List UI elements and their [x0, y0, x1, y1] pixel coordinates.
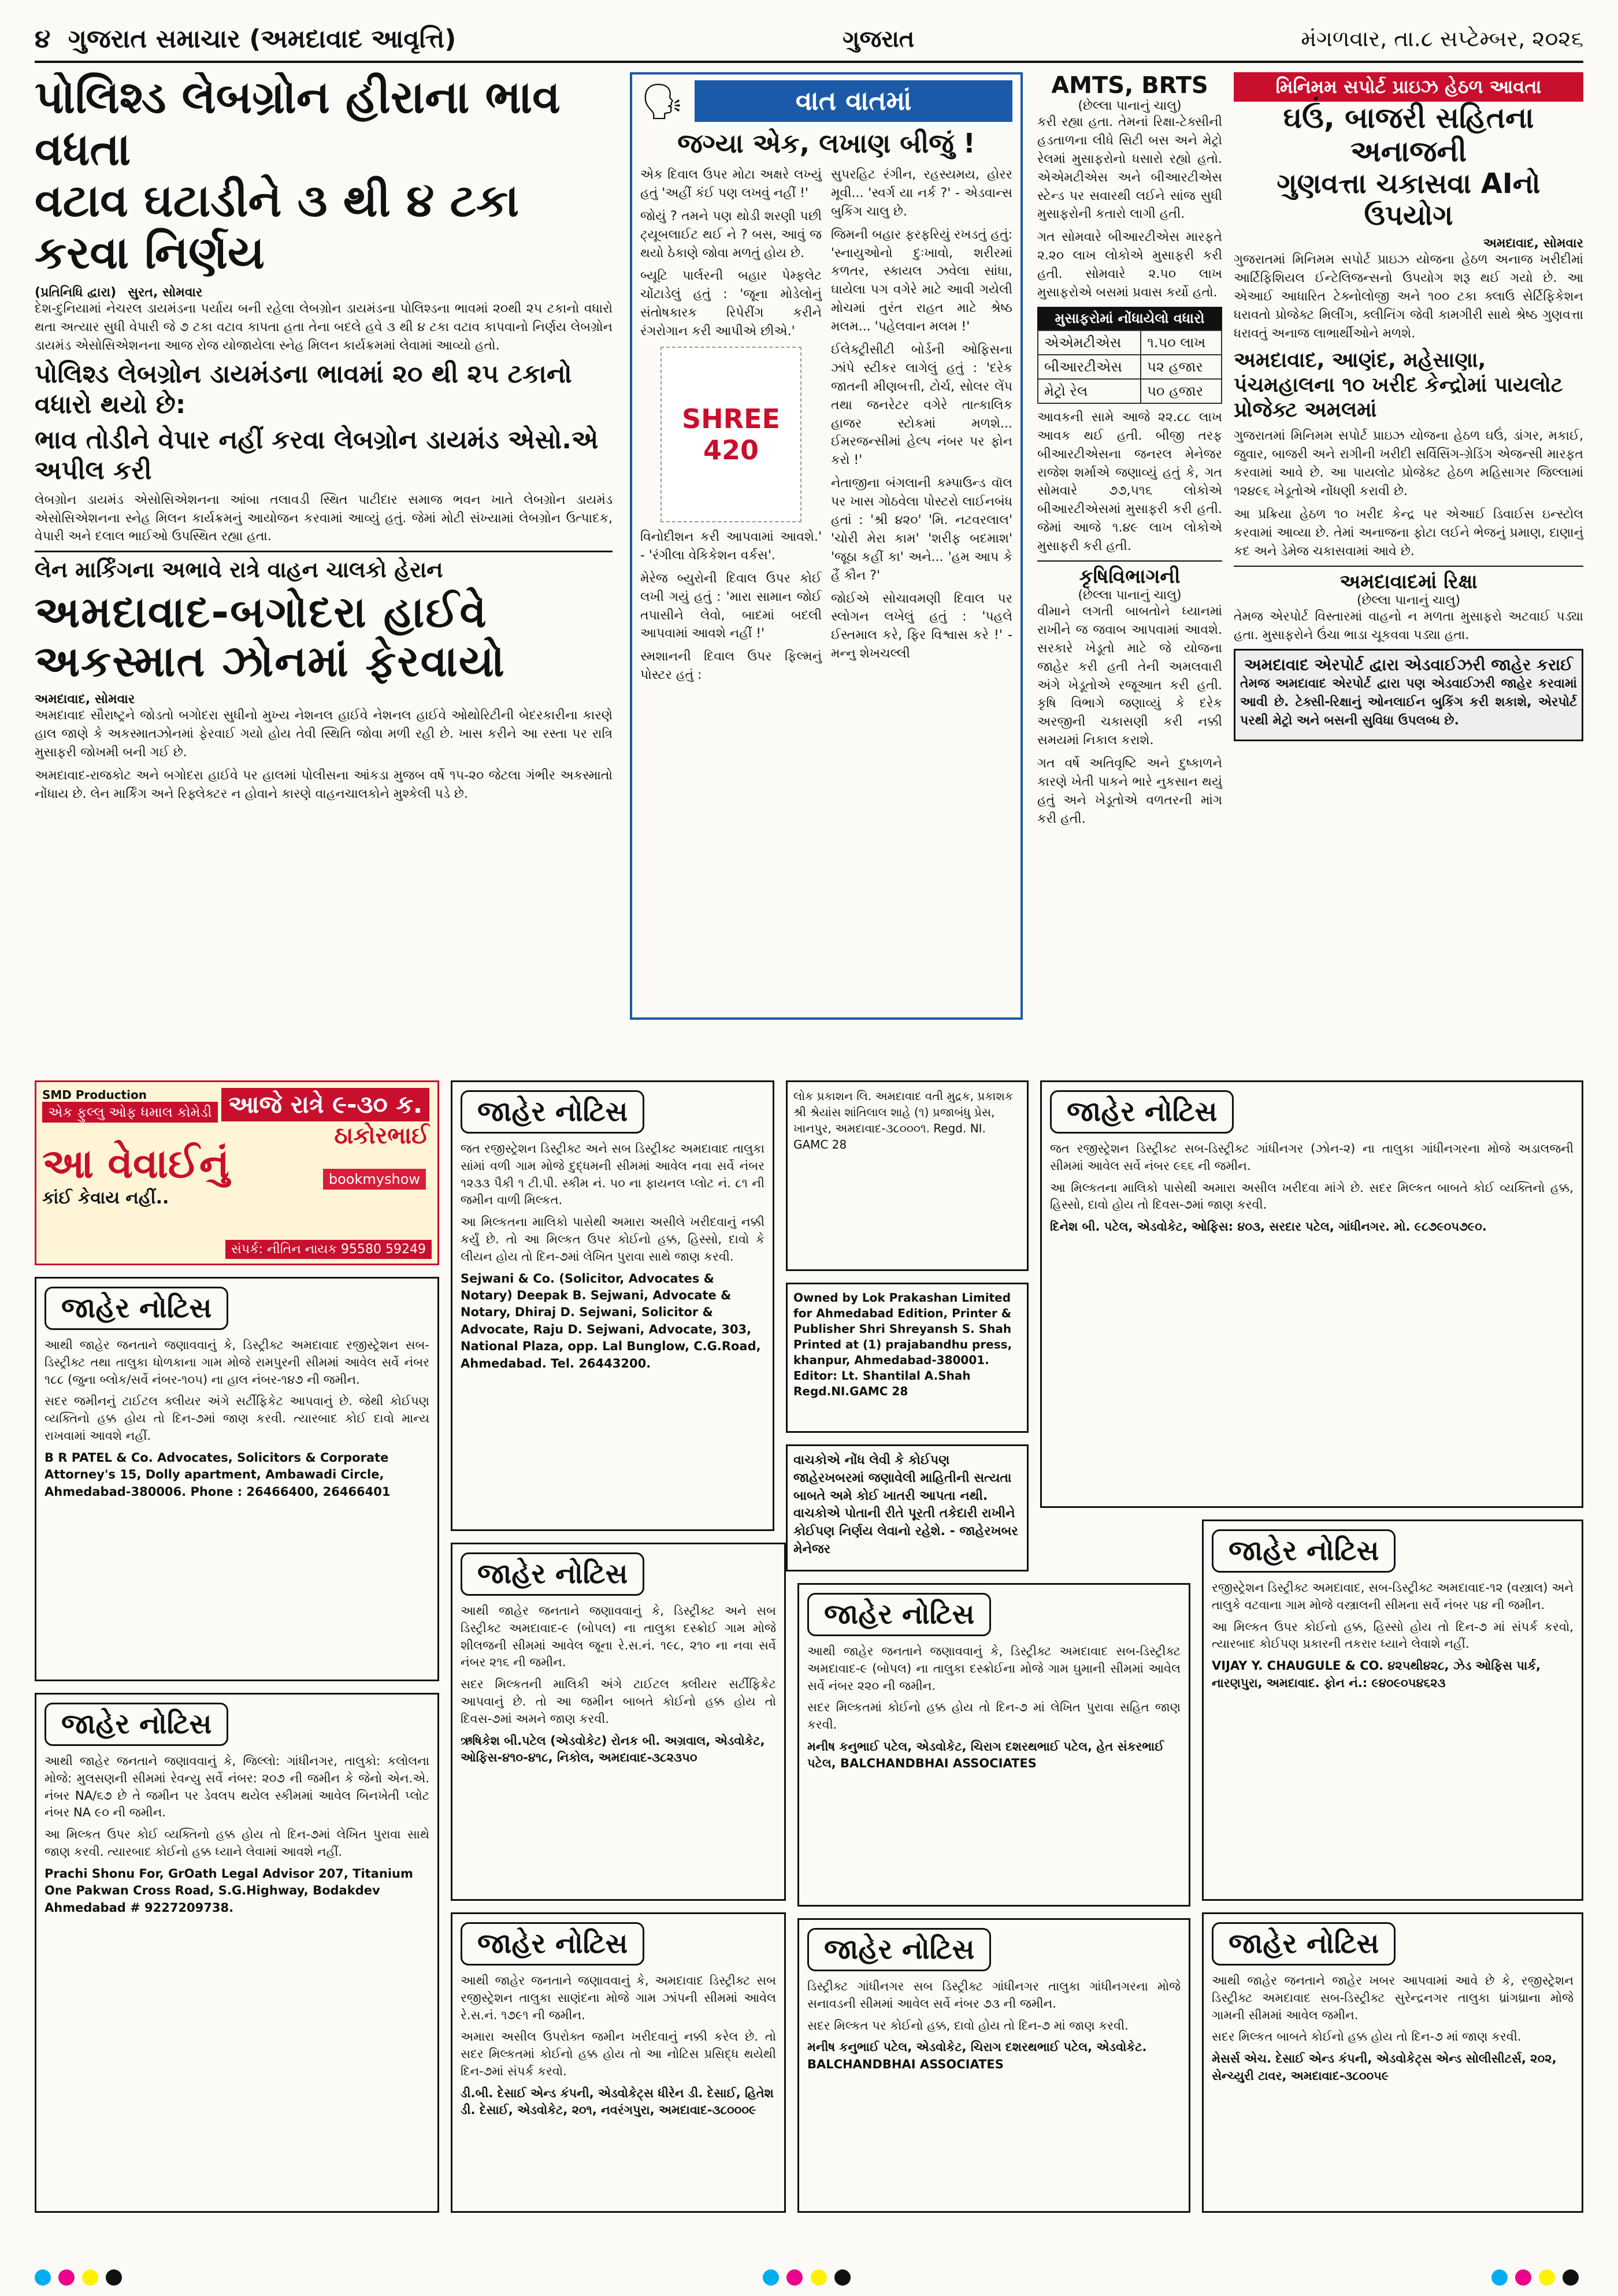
vaat-para-3: બ્યૂટિ પાર્લરની બહાર પેમ્ફલેટ ચોંટાડેલું હતું : 'જૂના મોડેલોનું સંતોષકારક રિપેરીંગ કરીને રંગરોગાન કરી આપીએ છીએ.': [640, 269, 822, 339]
vaat-header: [640, 80, 1012, 122]
section-name: ગુજરાત: [843, 25, 915, 53]
vaat-right-3: ઈલેક્ટ્રીસીટી બોર્ડની ઓફિસના ઝાંપે સ્ટીકર લાગેલું હતું : 'દરેક જાતની મીણબત્તી, ટોર્ચ, સોલર લેંપ તથા જનરેટર વગેરે તાત્કાલિક હાજર સ્ટોકમાં મળશે... ઈમરજન્સીમાં હેલ્પ નંબર પર ફોન કરો !': [831, 343, 1012, 468]
vaat-right-col: [831, 166, 1012, 689]
grain-para-2: ગુજરાતમાં મિનિમમ સપોર્ટ પ્રાઇઝ યોજના હેઠળ ઘઉં, ડાંગર, મકાઈ, જુવાર, બાજરી અને રાગીની ખરીદી સર્વિસિંગ-ગ્રેડિંગ એજન્સી મારફત કરવામાં આવે છે. આ પાયલોટ પ્રોજેક્ટ હેઠળ મહિસાગર જિલ્લામાં ૧૨૪૯૬ ખેડૂતોએ નોંધણી કરાવી છે.: [1234, 429, 1583, 499]
notice-signer: Sejwani & Co. (Solicitor, Advocates & Notary) Deepak B. Sejwani, Advocate & Notary, Dhiraj D. Sejwani, Solicitor & Advocate, Raju D. Sejwani, Advocate, 303, National Plaza, opp. Lal Bunglow, C.G.Road, Ahmedabad. Tel. 26443200.: [461, 1271, 761, 1370]
lead-sub-1: પોલિશ્ડ લેબગ્રોન ડાયમંડના ભાવમાં ૨૦ થી ૨૫ ટકાનો વધારો થયો છે:: [35, 359, 572, 420]
krushi-headline: કૃષિવિભાગની: [1037, 560, 1222, 588]
notice-signer: B R PATEL & Co. Advocates, Solicitors & Corporate Attorney's 15, Dolly apartment, Ambawadi Circle, Ahmedabad-380006. Phone : 26466400, 26466401: [44, 1450, 391, 1499]
issue-date: મંગળવાર, તા.૮ સપ્ટેમ્બર, ૨૦૨૬: [1301, 26, 1583, 51]
notice-title: જાહેર નોટિસ: [44, 1703, 228, 1746]
vaat-columns: [640, 166, 1012, 689]
drama-ad: [35, 1080, 439, 1265]
ad-venue: ઠાકોરભાઈ: [334, 1123, 429, 1149]
riksha-box-title: અમદાવાદ એરપોર્ટ દ્વારા એડવાઈઝરી જાહેર કરાઈ: [1244, 655, 1573, 675]
notice-para: ડિસ્ટ્રીક્ટ ગાંધીનગર સબ ડિસ્ટ્રીક્ટ ગાંધીનગર તાલુકા ગાંધીનગરના મોજે સનાવડની સીમમાં આવેલ સર્વે નંબર ૭૩ ની જમીન.: [807, 1979, 1181, 2011]
cyan-dot: [35, 2269, 51, 2286]
cyan-dot: [1491, 2269, 1508, 2286]
magenta-dot: [1515, 2269, 1531, 2286]
paper-name: ગુજરાત સમાચાર (અમદાવાદ આવૃત્તિ): [68, 24, 457, 54]
amts-para-3: આવકની સામે આજે ૨૨.૮૮ લાખ આવક થઈ હતી. બીજી તરફ બીઆરટીએસના જનરલ મેનેજર રાજેશ શર્માએ જણાવ્યું હતું કે, ગત સોમવારે ૭૭,૫૧૬ લોકોએ બીઆરટીએસમાં મુસાફરી કરી હતી. જેમાં આજે ૧.૪૯ લાખ લોકોએ મુસાફરી કરી હતી.: [1037, 410, 1222, 554]
notice-para: રજીસ્ટ્રેશન ડિસ્ટ્રીક્ટ અમદાવાદ, સબ-ડિસ્ટ્રીક્ટ અમદાવાદ-૧૨ (વસ્ત્રાલ) અને તાલુકે વટવાના ગામ મોજે વસ્ત્રાલની સીમના સર્વે નંબર ૫૪ ની જમીન.: [1212, 1581, 1574, 1612]
notice-para: સદર મિલ્કતમાં કોઈનો હક્ક હોય તો દિન-૭ માં લેખિત પુરાવા સહિત જાણ કરવી.: [807, 1700, 1181, 1732]
notice-signer: ડી.બી. દેસાઈ એન્ડ કંપની, એડવોકેટ્સ ધીરેન ડી. દેસાઈ, હિતેશ ડી. દેસાઈ, એડવોકેટ, ૨૦૧, નવરંગપુરા, અમદાવાદ-૩૮૦૦૦૯: [461, 2086, 774, 2117]
lead-sub-2: ભાવ તોડીને વેપાર નહીં કરવા લેબગ્રોન ડાયમંડ એસો.એ અપીલ કરી: [35, 425, 599, 485]
masthead: [35, 17, 1583, 63]
table-cell: ૫૦ હજાર: [1141, 379, 1222, 403]
notice-title: જાહેર નોટિસ: [807, 1593, 991, 1636]
notice-1: [451, 1080, 774, 1531]
vaat-para-2: જોયું ? તમને પણ થોડી શરણી પછી ટ્યૂબલાઈટ થઈ ને ? બસ, આવું જ થયો ઠેકાણે જોવા મળતું હોય છે.: [640, 209, 822, 261]
ad-time: આજે રાત્રે ૯-૩૦ ક.: [221, 1088, 429, 1121]
ad-contact: સંપર્ક: નીતિન નાયક 95580 59249: [225, 1240, 432, 1259]
print-line-guj: લોક પ્રકાશન લિ. અમદાવાદ વતી મુદ્રક, પ્રકાશક શ્રી શ્રેયાંસ શાંતિલાલ શાહે (૧) પ્રજાબંધુ પ્રેસ, ખાનપુર, અમદાવાદ-૩૮૦૦૦૧. Regd. NI. GAMC 28: [786, 1080, 1029, 1271]
amts-para-1: કરી રહ્યા હતા. તેમનાં રિક્ષા-ટેક્સીની હડતાળના લીધે સિટી બસ અને મેટ્રો રેલમાં મુસાફરોનો ધસારો રહ્યો હતો. એએમટીએસ અને બીઆરટીએસ સ્ટેન્ડ પર સવારથી લઈને સાંજ સુધી મુસાફરોની કતારો લાગી હતી.: [1037, 115, 1222, 222]
notice-8: [797, 1918, 1190, 2213]
table-cell: બીઆરટીએસ: [1038, 355, 1141, 379]
yellow-dot: [82, 2269, 98, 2286]
grain-sub: અમદાવાદ, આણંદ, મહેસાણા, પંચમહાલના ૧૦ ખરીદ કેન્દ્રોમાં પાયલોટ પ્રોજેક્ટ અમલમાં: [1234, 348, 1563, 422]
table-row: [1038, 379, 1222, 403]
page-number: ૪: [35, 24, 51, 54]
lead-dateline: સુરત, સોમવાર: [128, 285, 203, 300]
notice-signer: ઋષિકેશ બી.પટેલ (એડવોકેટ) રોનક બી. અગ્રવાલ, એડવોકેટ, ઓફિસ-૪૧૦-૪૧૮, નિકોલ, અમદાવાદ-૩૮૨૩૫૦: [461, 1733, 765, 1765]
notice-para: આથી જાહેર જનતાને જણાવવાનું કે, અમદાવાદ ડિસ્ટ્રીક્ટ સબ રજીસ્ટ્રેશન તાલુકા સાણંદના મોજે ગામ ઝાંપની સીમમાં આવેલ રે.સ.નં. ૧૭૯૧ ની જમીન.: [461, 1974, 776, 2022]
color-dots: [1491, 2269, 1583, 2289]
notice-title: જાહેર નોટિસ: [807, 1928, 991, 1971]
notice-5: [451, 1912, 786, 2213]
magenta-dot: [58, 2269, 75, 2286]
notice-9: [797, 1583, 1190, 1907]
notice-para: આ મિલ્કત ઉપર કોઈનો હક્ક, હિસ્સો હોય તો દિન-૭ માં સંપર્ક કરવો, ત્યારબાદ કોઈપણ પ્રકારની તકરાર ધ્યાને લેવાશે નહીં.: [1212, 1619, 1574, 1651]
krushi-cont: (છેલ્લા પાનાનું ચાલુ): [1078, 588, 1182, 603]
notice-para: સદર મિલ્કત બાબતે કોઈનો હક્ક હોય તો દિન-૭ માં જાણ કરવી.: [1212, 2030, 1521, 2044]
amts-table: [1037, 330, 1222, 404]
notice-signer: મનીષ કનુભાઈ પટેલ, એડવોકેટ, ચિરાગ દશરથભાઈ પટેલ, એડવોકેટ. BALCHANDBHAI ASSOCIATES: [807, 2040, 1147, 2071]
notice-2: [35, 1277, 439, 1681]
speech-icon: 🗣: [640, 81, 685, 122]
notice-title: જાહેર નોટિસ: [44, 1287, 228, 1330]
yellow-dot: [1539, 2269, 1555, 2286]
color-dots: [763, 2269, 855, 2289]
table-cell: મેટ્રો રેલ: [1038, 379, 1141, 403]
disclaimer: વાચકોએ નોંધ લેવી કે કોઈપણ જાહેરખબરમાં જણાવેલી માહિતીની સત્યતા બાબતે અમે કોઈ ખાતરી આપતા નથી. વાચકોએ પોતાની રીતે પૂરતી તકેદારી રાખીને કોઈપણ નિર્ણય લેવાનો રહેશે. - જાહેરખબર મેનેજર: [786, 1444, 1029, 1571]
lead-para-1: દેશ-દુનિયામાં નેચરલ ડાયમંડના પર્યાય બની રહેલા લેબગ્રોન ડાયમંડના પોલિશ્ડના ભાવમાં ૨૦થી ૨૫ ટકાનો વધારો થતા અત્યાર સુધી વેપારી જે ૭ ટકા વટાવ કાપતા હતા તેના બદલે હવે ૩ થી ૪ ટકા વટાવ કાપવાનો નિર્ણય લેબગ્રોન ડાયમંડ એસોસિએશનના આજ રોજ યોજાયેલા સ્નેહ મિલન કાર્યક્રમમાં લેવામાં આવ્યો હતો.: [35, 301, 613, 353]
lead-byline-row: [35, 285, 613, 300]
amts-headline: AMTS, BRTS: [1051, 72, 1208, 99]
registration-marks: [35, 2269, 1583, 2289]
notice-para: આથી જાહેર જનતાને જણાવવાનું કે, ડિસ્ટ્રીક્ટ અને સબ ડિસ્ટ્રીક્ટ અમદાવાદ-૯ (બોપલ) ના તાલુકા દસ્ક્રોઈ ગામ મોજે શીલજની સીમમાં આવેલ જૂના રે.સ.નં. ૧૯૮, ૨૧૦ ના નવા સર્વે નંબર ૨૧૬ ની જમીન.: [461, 1604, 776, 1670]
notice-para: સદર મિલ્કત પર કોઈનો હક્ક, દાવો હોય તો દિન-૭ માં જાણ કરવી.: [807, 2018, 1129, 2033]
highway-dateline: અમદાવાદ, સોમવાર: [35, 692, 135, 707]
black-dot: [1563, 2269, 1579, 2286]
cyan-dot: [763, 2269, 779, 2286]
notice-7: [1202, 1519, 1583, 1901]
notice-para: જત રજીસ્ટ્રેશન ડિસ્ટ્રીક્ટ અને સબ ડિસ્ટ્રીક્ટ અમદાવાદ તાલુકા સાંમાં વળી ગામ મોજે દુદ્ધમની સીમમાં આવેલ નવા સર્વે નંબર ૧૨૩૩ પૈકી ૧ ટી.પી. સ્કીમ નં. ૫૦ ના ફાયનલ પ્લોટ નં. ૮૧ ની જમીન વાળી મિલ્કત.: [461, 1142, 765, 1208]
table-cell: એએમટીએસ: [1038, 330, 1141, 355]
vaat-para-4: વિનોદીશન કરી આપવામાં આવશે.' - 'રંગીલા વેકિકેશન વર્કસ'.: [640, 530, 822, 563]
notice-6: [1040, 1080, 1583, 1508]
table-cell: ૫૨ હજાર: [1141, 355, 1222, 379]
lead-story: [35, 72, 613, 1054]
notice-signer: VIJAY Y. CHAUGULE & CO. ૪૨૫થી૪૨૮, ઝેડ ઓફિસ પાર્ક, નારણપુરા, અમદાવાદ. ફોન નં.: ૯૪૦૯૦૫૪૬૨૩: [1212, 1659, 1541, 1690]
ad-subtitle: કાંઈ કેવાય નહીં..: [42, 1188, 169, 1208]
grain-para-3: આ પ્રક્રિયા હેઠળ ૧૦ ખરીદ કેન્દ્ર પર એઆઈ ડિવાઈસ ઇન્સ્ટોલ કરવામાં આવ્યા છે. તેમાં અનાજના ફોટા લઈને ભેજનું પ્રમાણ, દાણાનું કદ અને ડેમેજ ચકાસવામાં આવે છે.: [1234, 507, 1583, 559]
highway-headline-1: અમદાવાદ-બગોદરા હાઈવે: [35, 587, 488, 637]
grain-para-1: ગુજરાતમાં મિનિમમ સપોર્ટ પ્રાઇઝ યોજના હેઠળ અનાજ ખરીદીમાં આર્ટિફિશિયલ ઈન્ટેલિજન્સનો ઉપયોગ શરૂ થઈ ગયો છે. આ એઆઈ આધારિત ટેક્નોલોજી અને ૧૦૦ ટકા ક્લાઉ સેર્ટિફિકેશન ધરાવતો પ્રોજેક્ટ મિલીંગ, ક્લીનિંગ જેવી કામગીરી સાથે શ્રેષ્ઠ ગુણવત્તા ધરાવતું અનાજ લાભાર્થીઓને મળશે.: [1234, 252, 1583, 341]
notice-para: આથી જાહેર જનતાને જાહેર ખબર આપવામાં આવે છે કે, રજીસ્ટ્રેશન ડિસ્ટ્રીક્ટ અમદાવાદ સબ-ડિસ્ટ્રીક્ટ સુરેન્દ્રનગર તાલુકા ધ્રાંગધ્રાના મોજે ગામની સીમમાં આવેલ જમીન.: [1212, 1974, 1574, 2022]
lead-sub-3: લેન માર્કિંગના અભાવે રાત્રે વાહન ચાલકો હેરાન: [35, 551, 613, 584]
vaat-para-6: સ્મશાનની દિવાલ ઉપર ફિલ્મનું પોસ્ટર હતું :: [640, 649, 822, 683]
notice-title: જાહેર નોટિસ: [461, 1552, 644, 1596]
vaat-right-2: જિમની બહાર ફરફરિયું રખડતું હતું: 'સ્નાયુઓનો દુઃખાવો, શરીરમાં કળતર, સ્કાયલ ઝવેલા સાંધા, ઘાયેલા પગ વગેરે માટે આવી ગયેલી મોચમાં તુરંત રાહત માટે શ્રેષ્ઠ મલમ... 'પહેલવાન મલમ !': [831, 227, 1012, 335]
riksha-box-para: તેમજ અમદાવાદ એરપોર્ટ દ્વારા પણ એડવાઈઝરી જાહેર કરવામાં આવી છે. ટેક્સી-રિક્ષાનું ઓનલાઈન બુકિંગ કરી શકાશે, એરપોર્ટ પરથી મેટ્રો અને બસની સુવિધા ઉપલબ્ધ છે.: [1240, 677, 1577, 729]
ad-tag: એક ફુલ્લુ ઓફ ધમાલ કોમેડી: [42, 1102, 218, 1123]
vaat-para-5: મેરેજ બ્યુરોની દિવાલ ઉપર કોઈ લખી ગયું હતું : 'મારા સામાન જોઈ તપાસીને લેવો, બાદમાં બદલી આપવામાં આવશે નહીં !': [640, 571, 822, 641]
notice-para: જત રજીસ્ટ્રેશન ડિસ્ટ્રીક્ટ સબ-ડિસ્ટ્રીક્ટ ગાંધીનગર (ઝોન-૨) ના તાલુકા ગાંધીનગરના મોજે અડાલજની સીમમાં આવેલ સર્વે નંબર ૯૬૬ ની જમીન.: [1050, 1142, 1574, 1173]
notice-signer: Prachi Shonu For, GrOath Legal Advisor 207, Titanium One Pakwan Cross Road, S.G.Highway, Bodakdev Ahmedabad # 9227209738.: [44, 1866, 413, 1915]
amts-cont: (છેલ્લા પાનાનું ચાલુ): [1078, 99, 1182, 113]
grain-story: [1234, 72, 1583, 1054]
vaat-right-5: જોઈએ સોચાવમણી દિવાલ પર સ્લોગન લખેલું હતું : 'પહલે ઈસ્તમાલ કરે, ફિર વિશ્વાસ કરે !' - મન્નુ શેખચલ્લી: [831, 591, 1012, 662]
bookmyshow-logo: bookmyshow: [323, 1169, 426, 1190]
notice-para: આથી જાહેર જનતાને જણાવવાનું કે, ડિસ્ટ્રીક્ટ અમદાવાદ રજીસ્ટ્રેશન સબ-ડિસ્ટ્રીક્ટ તથા તાલુકા ધોળકાના ગામ મોજે રામપુરની સીમમાં આવેલ સર્વે નંબર ૧૮૮ (જુના બ્લોક/સર્વે નંબર-૧૦૫) ના હાલ નંબર-૧૪૭ ની જમીન.: [44, 1338, 429, 1387]
krushi-para-2: ગત વર્ષે અતિવૃષ્ટિ અને દુષ્કાળને કારણે ખેતી પાકને ભારે નુકસાન થયું હતું અને ખેડૂતોએ વળતરની માંગ કરી હતી.: [1037, 756, 1222, 826]
notice-10: [1202, 1912, 1583, 2213]
vaat-para-1: એક દિવાલ ઉપર મોટા અક્ષરે લખ્યું હતું 'અહીં કંઈ પણ લખવું નહીં !': [640, 168, 822, 200]
vaat-right-4: નેતાજીના બંગલાની કમ્પાઉન્ડ વૉલ પર ખાસ ગોઠવેલા પોસ્ટરો લાઈનબંધ હતાં : 'શ્રી ૪૨૦' 'મિ. નટવરલાલ' 'ચોરી મેરા કામ' 'શરીફ બદમાશ' 'જૂઠા કહીં કા' અને... 'હમ આપ કે હૈં કૌન ?': [831, 476, 1012, 583]
ad-producer: SMD Production: [42, 1088, 147, 1102]
grain-kicker: મિનિમમ સપોર્ટ પ્રાઇઝ હેઠળ આવતા: [1234, 72, 1583, 102]
grain-headline-2: ગુણવત્તા ચકાસવા AIનો ઉપયોગ: [1276, 168, 1541, 232]
lead-para-2: લેબગ્રોન ડાયમંડ એસોસિએશનના આંબા તલાવડી સ્થિત પાટીદાર સમાજ ભવન ખાતે લેબગ્રોન ડાયમંડ એસોસિએશનના સ્નેહ મિલન કાર્યક્રમનું આયોજન કરવામાં આવ્યું હતું. જેમાં મોટી સંખ્યામાં લેબગ્રોન ઉત્પાદક, વેપારી અને દલાલ ભાઈઓ ઉપસ્થિત રહ્યા હતા.: [35, 492, 613, 544]
amts-column: [1037, 72, 1222, 1054]
notice-para: સદર જમીનનું ટાઈટલ ક્લીયર અંગે સર્ટીફિકેટ આપવાનું છે. જેથી કોઈપણ વ્યક્તિનો હક્ક હોય તો દિન-૭માં જાણ કરવી. ત્યારબાદ કોઈ દાવો માન્ય રાખવામાં આવશે નહીં.: [44, 1394, 429, 1443]
vaat-headline: જગ્યા એક, લખાણ બીજું !: [677, 128, 975, 159]
magenta-dot: [786, 2269, 803, 2286]
newspaper-page: [35, 17, 1583, 2282]
table-row: [1038, 355, 1222, 379]
notice-3: [35, 1693, 439, 2213]
notice-signer: મનીષ કનુભાઈ પટેલ, એડવોકેટ, ચિરાગ દશરથભાઈ પટેલ, હેત સંકરભાઈ પટેલ, BALCHANDBHAI ASSOCIATES: [807, 1740, 1164, 1771]
riksha-para-1: તેમજ એરપોર્ટ વિસ્તારમાં વાહનો ન મળતા મુસાફરો અટવાઈ પડ્યા હતા. મુસાફરોને ઉંચા ભાડા ચૂકવવા પડ્યા હતા.: [1234, 609, 1583, 642]
notice-title: જાહેર નોટિસ: [461, 1090, 644, 1134]
black-dot: [834, 2269, 851, 2286]
cartoon-image: [660, 347, 801, 522]
highway-headline-2: અકસ્માત ઝોનમાં ફેરવાયો: [35, 636, 506, 686]
table-row: [1038, 330, 1222, 355]
vaat-left-col: [640, 166, 822, 689]
notice-title: જાહેર નોટિસ: [1212, 1529, 1396, 1573]
ad-title: આ વેવાઈનું: [42, 1140, 229, 1187]
print-line-eng: Owned by Lok Prakashan Limited for Ahmedabad Edition, Printer & Publisher Shri Shreyansh S. Shah Printed at (1) prajabandhu press, khanpur, Ahmedabad-380001. Editor: Lt. Shantilal A.Shah Regd.NI.GAMC 28: [786, 1283, 1029, 1433]
notice-para: આ મિલ્કત ઉપર કોઈ વ્યક્તિનો હક્ક હોય તો દિન-૭માં લેખિત પુરાવા સાથે જાણ કરવી. ત્યારબાદ કોઈનો હક્ક ધ્યાને લેવામાં આવશે નહીં.: [44, 1827, 429, 1859]
highway-para-1: અમદાવાદ સૌરાષ્ટ્રને જોડતો બગોદરા સુધીનો મુખ્ય નેશનલ હાઈવે નેશનલ હાઈવે ઓથોરિટીની બેદરકારીના કારણે હાલ જાણે કે અકસ્માતઝોનમાં ફેરવાઈ ગયો હોય તેવી સ્થિતિ જોવા મળી રહી છે. ખાસ કરીને આ રસ્તા પર રાત્રિ મુસાફરી જોખમી બની ગઈ છે.: [35, 708, 613, 760]
notice-para: સદર મિલ્કતની માલિકી અંગે ટાઈટલ ક્લીયર સર્ટીફિકેટ આપવાનું છે. તો આ જમીન બાબતે કોઈનો હક્ક હોય તો દિવસ-૭માં અમને જાણ કરવી.: [461, 1677, 776, 1726]
yellow-dot: [811, 2269, 827, 2286]
amts-para-2: ગત સોમવારે બીઆરટીએસ મારફતે ૨.૨૦ લાખ લોકોએ મુસાફરી કરી હતી. સોમવારે ૨.૫૦ લાખ મુસાફરોએ બસમાં પ્રવાસ કર્યો હતો.: [1037, 230, 1222, 300]
vaat-right-1: સુપરહિટ રંગીન, રહસ્યમય, હોરર મૂવી... 'સ્વર્ગ યા નર્ક ?' - એડવાન્સ બુકિંગ ચાલુ છે.: [831, 168, 1012, 219]
vaat-title: વાત વાતમાં: [695, 80, 1012, 122]
notice-title: જાહેર નોટિસ: [1212, 1922, 1396, 1966]
color-dots: [35, 2269, 127, 2289]
riksha-headline: અમદાવાદમાં રિક્ષા: [1234, 566, 1583, 593]
shree420-badge: SHREE 420: [682, 403, 780, 466]
riksha-cont: (છેલ્લા પાનાનું ચાલુ): [1356, 593, 1461, 608]
vaat-box: [630, 72, 1023, 1020]
notice-title: જાહેર નોટિસ: [1050, 1090, 1234, 1134]
lead-headline-1: પોલિશ્ડ લેબગ્રોન હીરાના ભાવ વધતા: [35, 72, 561, 176]
grain-dateline: અમદાવાદ, સોમવાર: [1483, 236, 1583, 251]
notice-title: જાહેર નોટિસ: [461, 1922, 644, 1966]
notice-para: આથી જાહેર જનતાને જણાવવાનું કે, ડિસ્ટ્રીક્ટ અમદાવાદ સબ-ડિસ્ટ્રીક્ટ અમદાવાદ-૯ (બોપલ) ના તાલુકા દસ્ક્રોઈના મોજે ગામ ઘુમાની સીમમાં આવેલ સર્વે નંબર ૨૨૦ ની જમીન.: [807, 1644, 1181, 1693]
grain-headline-1: ઘઉં, બાજરી સહિતના અનાજની: [1283, 101, 1534, 168]
notice-signer: દિનેશ બી. પટેલ, એડવોકેટ, ઓફિસ: ૪૦૩, સરદાર પટેલ, ગાંધીનગર. મો. ૯૮૭૯૦૫૭૯૦.: [1050, 1220, 1487, 1234]
masthead-left: [35, 24, 456, 54]
table-cell: ૧.૫૦ લાખ: [1141, 330, 1222, 355]
lead-byline: (પ્રતિનિધિ દ્વારા): [35, 285, 117, 300]
krushi-para-1: વીમાને લગતી બાબતોને ધ્યાનમાં રાખીને જ જવાબ આપવામાં આવશે. સરકારે ખેડૂતો માટે જે યોજના જાહેર કરી હતી તેની અમલવારી અંગે ખેડૂતોએ રજૂઆત કરી હતી. કૃષિ વિભાગે જણાવ્યું કે દરેક અરજીની ચકાસણી કરી નક્કી સમયમાં નિકાલ કરાશે.: [1037, 604, 1222, 748]
lead-headline-2: વટાવ ઘટાડીને ૩ થી ૪ ટકા કરવા નિર્ણય: [35, 175, 519, 280]
riksha-box: [1234, 649, 1583, 741]
notice-para: આથી જાહેર જનતાને જણાવવાનું કે, જિલ્લો: ગાંધીનગર, તાલુકો: કલોલના મોજે: મુલસણની સીમમાં રેવન્યુ સર્વે નંબર: ૨૦૭ ની જમીન કે જેનો એન.એ. નંબર NA/૬૭ છે તે જમીન પર ડેવલપ થયેલ સ્કીમમાં આવેલ બિનખેતી પ્લોટ નંબર NA ૯૦ ની જમીન.: [44, 1754, 429, 1820]
notice-para: આ મિલ્કતના માલિકો પાસેથી અમારા અસીલે ખરીદવાનું નક્કી કર્યું છે. તો આ મિલ્કત ઉપર કોઈનો હક્ક, હિસ્સો, દાવો કે લીયન હોય તો દિન-૭માં લેખિત પુરાવા સાથે જાણ કરવી.: [461, 1215, 765, 1264]
black-dot: [106, 2269, 122, 2286]
notice-4: [451, 1543, 786, 1901]
highway-para-2: અમદાવાદ-રાજકોટ અને બગોદરા હાઈવે પર હાલમાં પોલીસના આંકડા મુજબ વર્ષે ૧૫-૨૦ જેટલા ગંભીર અકસ્માતો નોંધાય છે. લેન માર્કિંગ અને રિફ્લેક્ટર ન હોવાને કારણે વાહનચાલકોને મુશ્કેલી પડે છે.: [35, 768, 613, 801]
notice-para: અમારા અસીલ ઉપરોક્ત જમીન ખરીદવાનું નક્કી કરેલ છે. તો સદર મિલ્કતમાં કોઈનો હક્ક હોય તો આ નોટિસ પ્રસિદ્ધ થયેથી દિન-૭માં સંપર્ક કરવો.: [461, 2030, 776, 2079]
notice-para: આ મિલ્કતના માલિકો પાસેથી અમારા અસીલ ખરીદવા માંગે છે. સદર મિલ્કત બાબતે કોઈ વ્યક્તિનો હક્ક, હિસ્સો, દાવો હોય તો દિવસ-૭માં જાણ કરવી.: [1050, 1180, 1574, 1212]
amts-table-title: મુસાફરોમાં નોંધાયેલો વધારો: [1037, 307, 1222, 330]
notice-signer: મેસર્સ એચ. દેસાઈ એન્ડ કંપની, એડવોકેટ્સ એન્ડ સોલીસીટર્સ, ૨૦૨, સેન્ચ્યુરી ટાવર, અમદાવાદ-૩૮૦૦૫૯: [1212, 2052, 1557, 2083]
